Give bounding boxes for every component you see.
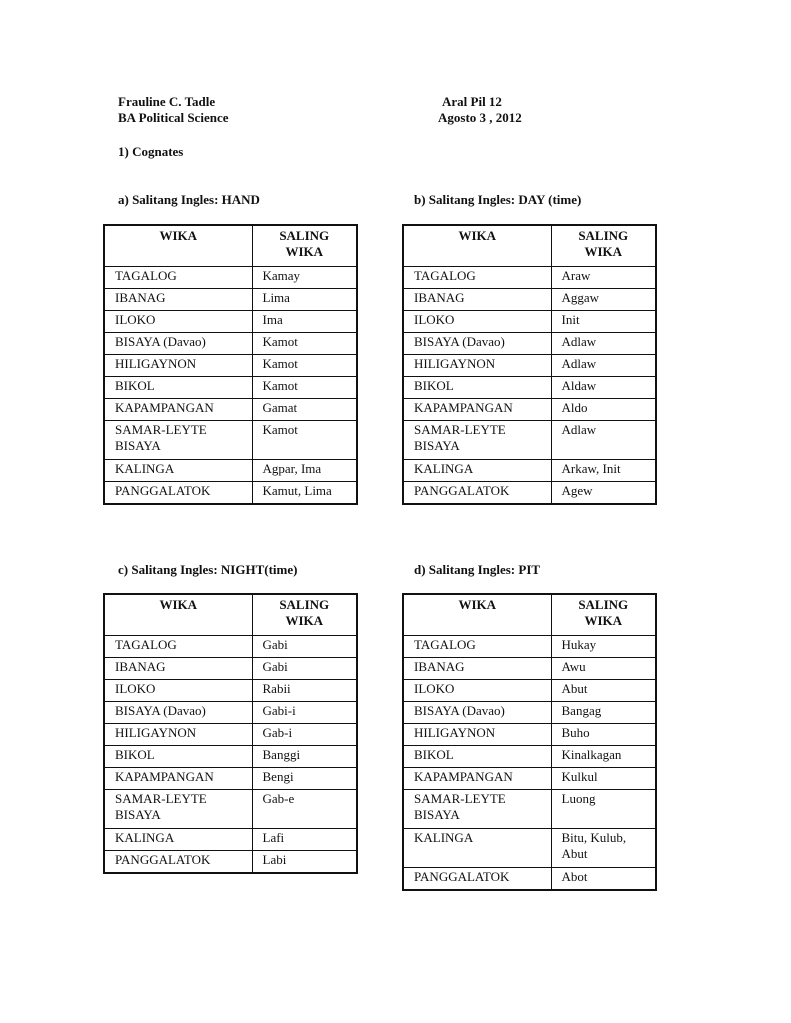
table-row	[104, 702, 357, 724]
language-cell: BIKOL	[104, 377, 252, 399]
table-row	[104, 333, 357, 355]
table-row	[104, 267, 357, 289]
table-row	[104, 636, 357, 658]
translation-cell: Banggi	[252, 746, 357, 768]
language-cell: KAPAMPANGAN	[104, 399, 252, 421]
column-header-wika: WIKA	[403, 594, 551, 636]
translation-cell: Gabi	[252, 636, 357, 658]
table-row	[403, 289, 656, 311]
language-cell: SAMAR-LEYTE BISAYA	[104, 790, 252, 829]
table-row	[104, 851, 357, 874]
language-cell: BISAYA (Davao)	[403, 702, 551, 724]
language-cell: PANGGALATOK	[104, 482, 252, 505]
table-row	[403, 658, 656, 680]
translation-cell: Gabi-i	[252, 702, 357, 724]
column-header-saling-wika: SALING WIKA	[551, 225, 656, 267]
table-row	[403, 267, 656, 289]
course-code: Aral Pil 12	[442, 94, 502, 109]
translation-cell: Aldo	[551, 399, 656, 421]
language-cell: TAGALOG	[403, 267, 551, 289]
table-row	[104, 289, 357, 311]
language-cell: PANGGALATOK	[403, 482, 551, 505]
table-row	[104, 768, 357, 790]
table-row	[403, 399, 656, 421]
table-row	[104, 658, 357, 680]
translation-cell: Kulkul	[551, 768, 656, 790]
table-header-row	[403, 225, 656, 267]
translation-cell: Agew	[551, 482, 656, 505]
table-row	[104, 355, 357, 377]
table-row	[104, 311, 357, 333]
translation-cell: Kinalkagan	[551, 746, 656, 768]
language-cell: SAMAR-LEYTE BISAYA	[403, 790, 551, 829]
column-header-wika: WIKA	[403, 225, 551, 267]
table-row	[403, 333, 656, 355]
table-header-row	[104, 594, 357, 636]
language-cell: HILIGAYNON	[104, 724, 252, 746]
translation-cell: Agpar, Ima	[252, 460, 357, 482]
translation-cell: Bengi	[252, 768, 357, 790]
translation-cell: Aldaw	[551, 377, 656, 399]
translation-cell: Gabi	[252, 658, 357, 680]
translation-cell: Hukay	[551, 636, 656, 658]
cognate-table-day	[402, 224, 657, 505]
table-row	[104, 829, 357, 851]
translation-cell: Aggaw	[551, 289, 656, 311]
table-title-day: b) Salitang Ingles: DAY (time)	[414, 192, 582, 207]
language-cell: ILOKO	[104, 680, 252, 702]
language-cell: BIKOL	[403, 746, 551, 768]
cognate-table-pit	[402, 593, 657, 891]
translation-cell: Luong	[551, 790, 656, 829]
language-cell: IBANAG	[104, 658, 252, 680]
language-cell: PANGGALATOK	[403, 868, 551, 891]
language-cell: IBANAG	[403, 658, 551, 680]
table-row	[104, 377, 357, 399]
table-row	[403, 482, 656, 505]
translation-cell: Kamot	[252, 333, 357, 355]
language-cell: KALINGA	[104, 829, 252, 851]
translation-cell: Bitu, Kulub, Abut	[551, 829, 656, 868]
author-degree: BA Political Science	[118, 110, 229, 125]
table-title-hand: a) Salitang Ingles: HAND	[118, 192, 260, 207]
language-cell: KALINGA	[403, 460, 551, 482]
table-row	[403, 636, 656, 658]
table-header-row	[104, 225, 357, 267]
translation-cell: Adlaw	[551, 333, 656, 355]
table-row	[403, 311, 656, 333]
translation-cell: Rabii	[252, 680, 357, 702]
table-row	[403, 768, 656, 790]
section-heading: 1) Cognates	[118, 144, 184, 159]
column-header-saling-wika: SALING WIKA	[551, 594, 656, 636]
table-title-pit: d) Salitang Ingles: PIT	[414, 562, 541, 577]
column-header-wika: WIKA	[104, 594, 252, 636]
language-cell: KAPAMPANGAN	[403, 768, 551, 790]
table-row	[403, 724, 656, 746]
translation-cell: Lafi	[252, 829, 357, 851]
author-name: Frauline C. Tadle	[118, 94, 216, 109]
translation-cell: Kamot	[252, 355, 357, 377]
language-cell: ILOKO	[403, 680, 551, 702]
translation-cell: Kamot	[252, 377, 357, 399]
table-row	[403, 421, 656, 460]
cognate-table-night	[103, 593, 358, 874]
table-row	[104, 399, 357, 421]
language-cell: ILOKO	[403, 311, 551, 333]
table-title-night: c) Salitang Ingles: NIGHT(time)	[118, 562, 298, 577]
table-row	[403, 868, 656, 891]
language-cell: BIKOL	[104, 746, 252, 768]
language-cell: TAGALOG	[104, 636, 252, 658]
table-row	[104, 724, 357, 746]
language-cell: ILOKO	[104, 311, 252, 333]
table-row	[403, 355, 656, 377]
translation-cell: Labi	[252, 851, 357, 874]
table-row	[403, 746, 656, 768]
column-header-saling-wika: SALING WIKA	[252, 594, 357, 636]
language-cell: BIKOL	[403, 377, 551, 399]
translation-cell: Abot	[551, 868, 656, 891]
language-cell: BISAYA (Davao)	[104, 333, 252, 355]
table-row	[104, 460, 357, 482]
language-cell: HILIGAYNON	[403, 724, 551, 746]
language-cell: HILIGAYNON	[104, 355, 252, 377]
language-cell: TAGALOG	[104, 267, 252, 289]
translation-cell: Buho	[551, 724, 656, 746]
translation-cell: Lima	[252, 289, 357, 311]
column-header-wika: WIKA	[104, 225, 252, 267]
table-row	[403, 460, 656, 482]
table-row	[104, 746, 357, 768]
translation-cell: Gamat	[252, 399, 357, 421]
translation-cell: Gab-e	[252, 790, 357, 829]
table-row	[403, 829, 656, 868]
translation-cell: Kamot	[252, 421, 357, 460]
language-cell: TAGALOG	[403, 636, 551, 658]
translation-cell: Gab-i	[252, 724, 357, 746]
language-cell: KALINGA	[403, 829, 551, 868]
translation-cell: Adlaw	[551, 421, 656, 460]
language-cell: IBANAG	[403, 289, 551, 311]
translation-cell: Awu	[551, 658, 656, 680]
table-row	[104, 790, 357, 829]
table-row	[403, 680, 656, 702]
document-date: Agosto 3 , 2012	[438, 110, 522, 125]
table-row	[403, 377, 656, 399]
language-cell: KALINGA	[104, 460, 252, 482]
language-cell: BISAYA (Davao)	[403, 333, 551, 355]
table-row	[104, 421, 357, 460]
translation-cell: Arkaw, Init	[551, 460, 656, 482]
translation-cell: Kamay	[252, 267, 357, 289]
column-header-saling-wika: SALING WIKA	[252, 225, 357, 267]
table-row	[403, 702, 656, 724]
table-row	[104, 680, 357, 702]
language-cell: HILIGAYNON	[403, 355, 551, 377]
translation-cell: Ima	[252, 311, 357, 333]
translation-cell: Init	[551, 311, 656, 333]
language-cell: KAPAMPANGAN	[104, 768, 252, 790]
language-cell: SAMAR-LEYTE BISAYA	[104, 421, 252, 460]
language-cell: KAPAMPANGAN	[403, 399, 551, 421]
translation-cell: Araw	[551, 267, 656, 289]
language-cell: IBANAG	[104, 289, 252, 311]
cognate-table-hand	[103, 224, 358, 505]
table-row	[104, 482, 357, 505]
translation-cell: Kamut, Lima	[252, 482, 357, 505]
translation-cell: Adlaw	[551, 355, 656, 377]
table-row	[403, 790, 656, 829]
language-cell: PANGGALATOK	[104, 851, 252, 874]
translation-cell: Abut	[551, 680, 656, 702]
translation-cell: Bangag	[551, 702, 656, 724]
language-cell: SAMAR-LEYTE BISAYA	[403, 421, 551, 460]
table-header-row	[403, 594, 656, 636]
language-cell: BISAYA (Davao)	[104, 702, 252, 724]
